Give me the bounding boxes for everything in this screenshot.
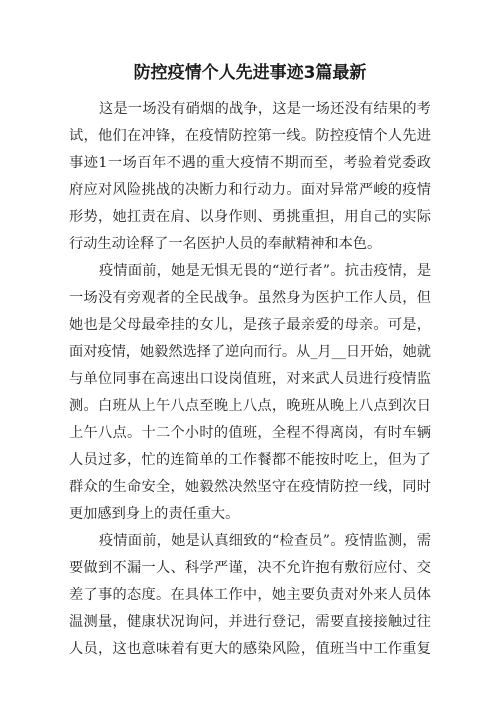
text-line: 一场没有旁观者的全民战争。虽然身为医护工作人员，但 — [69, 290, 431, 306]
text-line: 温测量，健康状况询问，并进行登记，需要直接接触过往 — [69, 614, 431, 630]
text-line: 行动生动诠释了一名医护人员的奉献精神和本色。 — [69, 236, 382, 252]
text-line: 府应对风险挑战的决断力和行动力。面对异常严峻的疫情 — [69, 182, 431, 198]
text-line: 更加感到身上的责任重大。 — [69, 506, 240, 522]
text-line: 人员，这也意味着有更大的感染风险，值班当中工作重复 — [69, 641, 431, 657]
document-title: 防控疫情个人先进事迹3篇最新 — [133, 63, 367, 83]
paragraph-2 — [69, 258, 431, 528]
text-line: 要做到不漏一人、科学严谨，决不允许抱有敷衍应付、交 — [69, 560, 431, 576]
text-line: 与单位同事在高速出口设岗值班，对来武人员进行疫情监 — [69, 371, 431, 387]
text-line: 形势，她扛责在肩、以身作则、勇挑重担，用自己的实际 — [69, 209, 431, 225]
text-line: 疫情面前，她是无惧无畏的“逆行者”。抗击疫情，是 — [99, 263, 431, 279]
text-line: 人员过多，忙的连简单的工作餐都不能按时吃上，但为了 — [69, 452, 431, 468]
text-line: 差了事的态度。在具体工作中，她主要负责对外来人员体 — [69, 587, 431, 603]
paragraph-3 — [69, 528, 431, 663]
text-line: 疫情面前，她是认真细致的“检查员”。疫情监测，需 — [99, 533, 431, 549]
paragraph-1 — [69, 96, 431, 258]
text-line: 事迹1一场百年不遇的重大疫情不期而至，考验着党委政 — [69, 155, 431, 171]
text-line: 面对疫情，她毅然选择了逆向而行。从_月__日开始，她就 — [69, 344, 431, 360]
text-line: 测。白班从上午八点至晚上八点，晚班从晚上八点到次日 — [69, 398, 431, 414]
text-line: 这是一场没有硝烟的战争，这是一场还没有结果的考 — [99, 101, 431, 117]
text-line: 她也是父母最牵挂的女儿，是孩子最亲爱的母亲。可是， — [69, 317, 431, 333]
document-body — [69, 96, 431, 663]
text-line: 群众的生命安全，她毅然决然坚守在疫情防控一线，同时 — [69, 479, 431, 495]
text-line: 上午八点。十二个小时的值班，全程不得离岗，有时车辆 — [69, 425, 431, 441]
text-line: 试，他们在冲锋，在疫情防控第一线。防控疫情个人先进 — [69, 128, 431, 144]
